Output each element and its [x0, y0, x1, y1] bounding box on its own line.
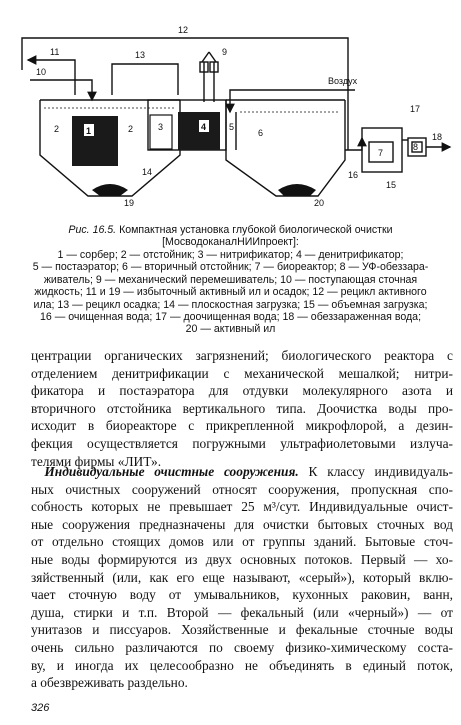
- text-line: зяйственный (или, как его еще называют, «серый»), который вклю-: [31, 569, 453, 585]
- label-14: 14: [142, 167, 153, 177]
- caption-prefix: Рис. 16.5.: [68, 224, 117, 236]
- text-line: чает сточную воду от умывальников, кухонных раковин, ванн,: [31, 587, 453, 603]
- sludge-pit-20: [278, 184, 316, 196]
- figure-caption: [8, 224, 453, 249]
- legend-line: ила; 13 — рецикл осадка; 14 — плоскостная загрузка; 15 — объемная загрузка;: [33, 298, 428, 311]
- text-line: фекция осуществляется погружными ультрафиолетовыми излуча-: [31, 435, 453, 451]
- legend-line: 16 — очищенная вода; 17 — доочищенная вода; 18 — обеззараженная вода;: [39, 311, 422, 324]
- text-line: от отдельно стоящих домов или от группы зданий. Бытовые сточ-: [31, 534, 453, 550]
- label-3: 3: [158, 122, 164, 132]
- legend-line: 5 — постаэратор; 6 — вторичный отстойник; 7 — биореактор; 8 — УФ-обеззара-: [32, 261, 429, 274]
- text-line: [31, 463, 453, 481]
- text-line: собность которых не превышает 25 м³/сут. Индивидуальные очист-: [31, 499, 453, 515]
- label-13: 13: [135, 50, 146, 60]
- text-line: исходит в биореакторе с прикрепленной микрофлорой, а дезин-: [31, 418, 453, 434]
- text-line: ву, и иногда их целесообразно не объединять в единый поток,: [31, 657, 453, 673]
- treatment-plant-diagram: [0, 0, 461, 222]
- label-12: 12: [178, 25, 189, 35]
- page-number: 326: [31, 702, 50, 714]
- caption-title: Компактная установка глубокой биологической очистки: [116, 224, 393, 236]
- paragraph-individual-facilities: [31, 463, 453, 692]
- text-line: очень сильно различаются по своему физико-химическому соста-: [31, 639, 453, 655]
- legend-line: живатель; 9 — механический перемешиватель; 10 — поступающая сточная: [43, 273, 418, 286]
- text-line: вторичного отстойника вертикального типа. Доочистка воды про-: [31, 400, 453, 416]
- label-11: 11: [50, 47, 60, 57]
- text-line: душа, стирки и т.п. Второй — фекальный (или «черный») — от: [31, 604, 453, 620]
- text-line: ных очистных сооружений относят сооружения, пропускная спо-: [31, 481, 453, 497]
- text-line: а обезвреживать раздельно.: [31, 675, 188, 691]
- paragraph-continued: [31, 347, 453, 470]
- text-line: телями фирмы «ЛИТ».: [31, 453, 162, 469]
- legend-line: 1 — сорбер; 2 — отстойник; 3 — нитрификатор; 4 — денитрификатор;: [57, 249, 404, 261]
- label-1: 1: [86, 126, 92, 136]
- label-9: 9: [222, 47, 228, 57]
- air-line: [230, 90, 355, 112]
- text-line: отделением денитрификации с механической мешалкой; нитри-: [31, 365, 453, 381]
- text-fragment: К классу индивидуаль-: [298, 464, 453, 479]
- label-18: 18: [432, 132, 443, 142]
- legend-line: жидкость; 11 и 19 — избыточный активный ил и осадок; 12 — рецикл активного: [34, 286, 427, 299]
- right-tank: [226, 100, 345, 196]
- label-air: Воздух: [328, 76, 358, 86]
- caption-source: [МосводоканалНИИпроект]:: [162, 236, 299, 249]
- label-20: 20: [314, 198, 325, 208]
- label-2b: 2: [128, 124, 134, 134]
- label-10: 10: [36, 67, 47, 77]
- label-15: 15: [386, 180, 397, 190]
- text-line: центрации органических загрязнений; биологического реактора с: [31, 348, 453, 363]
- label-5: 5: [229, 122, 235, 132]
- section-heading: Индивидуальные очистные сооружения.: [44, 464, 299, 479]
- nitrificator-3: [150, 115, 172, 149]
- label-16: 16: [348, 170, 359, 180]
- excess-sludge-line-11: [28, 60, 75, 95]
- label-8: 8: [413, 142, 419, 152]
- text-line: унитазов и писсуаров. Хозяйственные и фекальные сточные воды: [31, 622, 453, 638]
- legend-line: 20 — активный ил: [185, 323, 276, 336]
- label-7: 7: [378, 148, 384, 158]
- text-line: ные сооружения предназначены для очистки бытовых сточных вод: [31, 516, 453, 532]
- sorber-1: [72, 116, 118, 166]
- text-line: ные воды формируются из двух основных потоков. Первый — хо-: [31, 551, 453, 567]
- sludge-recycle-line-13: [112, 64, 178, 95]
- sludge-pit-19: [92, 184, 128, 196]
- text-line: фикатора и постаэратора для отдувки молекулярного азота и: [31, 383, 453, 399]
- label-4: 4: [201, 122, 207, 132]
- inflow-line-10: [30, 80, 92, 100]
- label-19: 19: [124, 198, 135, 208]
- figure-legend: [8, 249, 453, 336]
- label-6: 6: [258, 128, 264, 138]
- label-17: 17: [410, 104, 421, 114]
- label-2a: 2: [54, 124, 60, 134]
